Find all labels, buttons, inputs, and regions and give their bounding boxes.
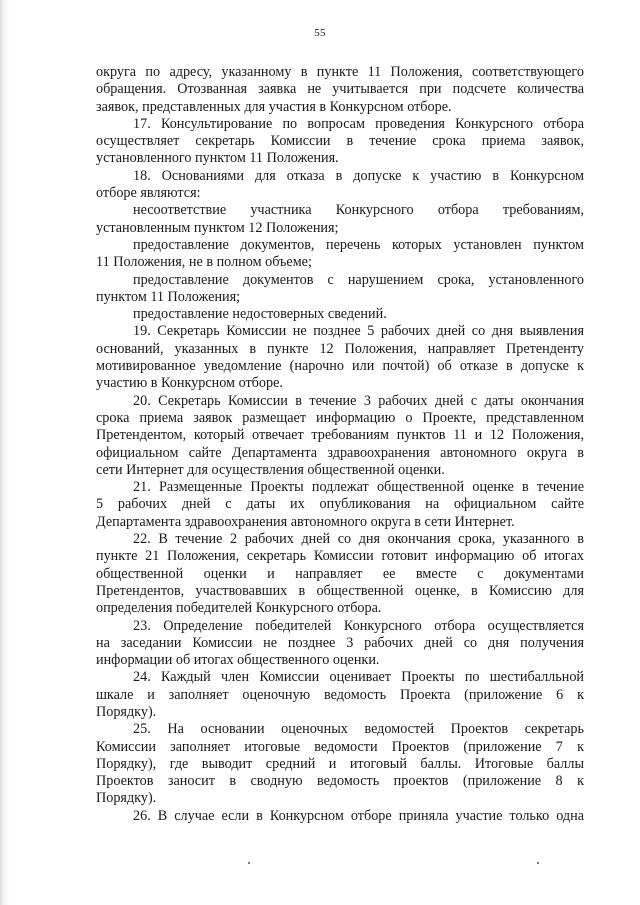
text-line: Порядку). bbox=[96, 703, 157, 720]
text-line: мотивированное уведомление (нарочно или почтой) об отказе в допуске к bbox=[96, 358, 584, 375]
text-line: Претендентом, который отвечает требованиям пунктов 11 и 12 Положения, bbox=[96, 427, 584, 444]
text-line: предоставление документов с нарушением срока, установленного bbox=[133, 271, 584, 288]
paragraph bbox=[96, 531, 584, 617]
scan-shadow-edge bbox=[0, 0, 10, 905]
text-line: 21. Размещенные Проекты подлежат общественной оценке в течение bbox=[133, 479, 584, 496]
text-line: заявок, представленных для участия в Конкурсном отборе. bbox=[96, 98, 452, 115]
paragraph bbox=[96, 479, 584, 531]
paragraph bbox=[96, 669, 584, 721]
page-number: 55 bbox=[314, 27, 326, 39]
text-line: отборе являются: bbox=[96, 185, 201, 202]
text-line: установленного пунктом 11 Положения. bbox=[96, 150, 339, 167]
text-line: официальном сайте Департамента здравоохранения автономного округа в bbox=[96, 444, 584, 461]
text-line: 11 Положения, не в полном объеме; bbox=[96, 254, 312, 271]
text-line: Порядку). bbox=[96, 790, 157, 807]
paragraph bbox=[96, 202, 584, 237]
text-line: 26. В случае если в Конкурсном отборе приняла участие только одна bbox=[133, 807, 584, 824]
text-line: установленным пунктом 12 Положения; bbox=[96, 219, 339, 236]
text-line: определения победителей Конкурсного отбора. bbox=[96, 600, 382, 617]
text-line: Комиссии заполняет итоговые ведомости Проектов (приложение 7 к bbox=[96, 738, 584, 755]
paragraph bbox=[96, 306, 584, 323]
text-line: 25. На основании оценочных ведомостей Проектов секретарь bbox=[133, 721, 584, 738]
paragraph bbox=[96, 64, 584, 116]
text-line: общественной оценки и направляет ее вместе с документами bbox=[96, 565, 584, 582]
paragraph bbox=[96, 721, 584, 807]
scan-speck bbox=[248, 862, 250, 864]
text-line: срока приема заявок размещает информацию о Проекте, представленном bbox=[96, 409, 584, 426]
text-line: информации об итогах общественного оценки. bbox=[96, 652, 380, 669]
text-line: обращения. Отозванная заявка не учитывается при подсчете количества bbox=[96, 81, 584, 98]
paragraph bbox=[96, 272, 584, 307]
paragraph bbox=[96, 323, 584, 392]
text-line: 24. Каждый член Комиссии оценивает Проекты по шестибалльной bbox=[133, 669, 584, 686]
text-line: участию в Конкурсном отборе. bbox=[96, 375, 283, 392]
paragraph bbox=[96, 168, 584, 203]
text-line: 20. Секретарь Комиссии в течение 3 рабочих дней с даты окончания bbox=[133, 392, 584, 409]
text-line: несоответствие участника Конкурсного отбора требованиям, bbox=[133, 202, 584, 219]
paragraph bbox=[96, 618, 584, 670]
text-line: 17. Консультирование по вопросам проведения Конкурсного отбора bbox=[133, 115, 584, 132]
text-line: Претендентов, участвовавших в общественной оценке, в Комиссию для bbox=[96, 582, 584, 599]
text-line: 22. В течение 2 рабочих дней со дня окончания срока, указанного в bbox=[133, 531, 584, 548]
text-line: 23. Определение победителей Конкурсного отбора осуществляется bbox=[133, 617, 584, 634]
text-line: предоставление документов, перечень которых установлен пунктом bbox=[133, 236, 584, 253]
text-line: оснований, указанных в пункте 12 Положения, направляет Претенденту bbox=[96, 340, 584, 357]
text-line: округа по адресу, указанному в пункте 11 Положения, соответствующего bbox=[96, 64, 584, 80]
paragraph bbox=[96, 393, 584, 479]
text-line: Проектов заносит в сводную ведомость проектов (приложение 8 к bbox=[96, 773, 584, 790]
text-line: 19. Секретарь Комиссии не позднее 5 рабочих дней со дня выявления bbox=[133, 323, 584, 340]
text-line: пункте 21 Положения, секретарь Комиссии готовит информацию об итогах bbox=[96, 548, 584, 565]
text-line: 18. Основаниями для отказа в допуске к участию в Конкурсном bbox=[133, 167, 584, 184]
paragraph bbox=[96, 808, 584, 825]
text-line: предоставление недостоверных сведений. bbox=[133, 306, 387, 323]
text-line: Порядку), где выводит средний и итоговый баллы. Итоговые баллы bbox=[96, 755, 584, 772]
paragraph bbox=[96, 237, 584, 272]
text-line: на заседании Комиссии не позднее 3 рабочих дней со дня получения bbox=[96, 634, 584, 651]
text-line: Департамента здравоохранения автономного округа в сети Интернет. bbox=[96, 513, 515, 530]
text-line: осуществляет секретарь Комиссии в течение срока приема заявок, bbox=[96, 133, 584, 150]
text-line: 5 рабочих дней с даты их опубликования на официальном сайте bbox=[96, 496, 584, 513]
scan-speck bbox=[537, 862, 539, 864]
text-line: пунктом 11 Положения; bbox=[96, 288, 241, 305]
document-body bbox=[96, 64, 584, 825]
text-line: шкале и заполняет оценочную ведомость Проекта (приложение 6 к bbox=[96, 686, 584, 703]
paragraph bbox=[96, 116, 584, 168]
text-line: сети Интернет для осуществления общественной оценки. bbox=[96, 461, 445, 478]
